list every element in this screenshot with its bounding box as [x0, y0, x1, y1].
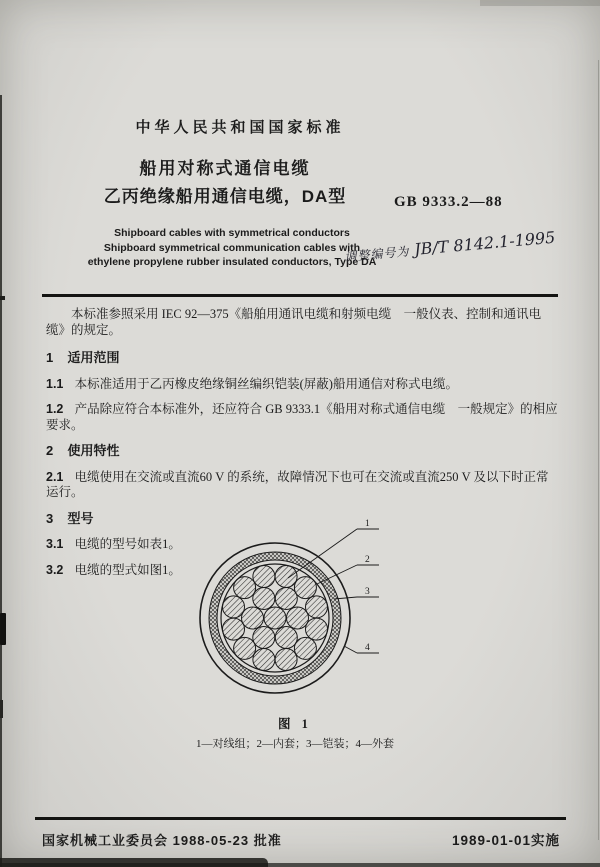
- cable-cross-section-figure: [195, 512, 395, 708]
- footer-divider-rule: [35, 817, 566, 820]
- clause-text: 本标准适用于乙丙橡皮绝缘铜丝编织铠装(屏蔽)船用通信对称式电缆。: [74, 376, 458, 391]
- national-standard-heading: 中华人民共和国国家标准: [135, 119, 345, 136]
- section-number: 2: [46, 443, 54, 459]
- implementation-date-text: 1989-01-01实施: [451, 833, 560, 848]
- clause-number: 1.1: [46, 376, 64, 391]
- section-heading-usage: [46, 443, 558, 459]
- scan-blob-artifact: [0, 613, 6, 645]
- clause-number: 2.1: [46, 469, 64, 484]
- section-title: 型号: [67, 510, 94, 526]
- title-line-2: 乙丙绝缘船用通信电缆，DA型: [103, 187, 347, 206]
- clause-number: 3.2: [46, 562, 64, 577]
- clause-text: 电缆使用在交流或直流60 V 的系统，故障情况下也可在交流或直流250 V 及以下时正常运行。: [46, 469, 549, 500]
- callout-4: 4: [365, 643, 370, 653]
- scan-edge-artifact: [598, 60, 599, 840]
- title-line-1: 船用对称式通信电缆: [139, 159, 311, 178]
- clause-number: 1.2: [46, 402, 64, 417]
- clause-number: 3.1: [46, 537, 64, 552]
- handwritten-prefix: 调整编号为: [343, 244, 410, 264]
- english-title-line-1: Shipboard cables with symmetrical conductors: [114, 227, 350, 239]
- document-title: [0, 155, 450, 211]
- scan-tick-artifact: [0, 296, 5, 300]
- section-title: 适用范围: [67, 350, 120, 366]
- header-divider-rule: [42, 294, 558, 297]
- figure-callout-numbers: [365, 519, 370, 653]
- clause-1-1: [46, 377, 558, 393]
- clause-text: 电缆的型式如图1。: [74, 562, 181, 577]
- english-title-line-3: ethylene propylene rubber insulated conductors, Type DA: [87, 256, 377, 268]
- handwritten-standard-code: JB/T 8142.1-1995: [413, 227, 557, 259]
- english-title-line-2: Shipboard symmetrical communication cables with: [103, 241, 361, 254]
- figure-legend: 1—对线组；2—内套；3—铠装；4—外套: [196, 738, 394, 750]
- section-title: 使用特性: [67, 443, 120, 459]
- callout-2: 2: [365, 555, 370, 565]
- figure-caption: 图 1: [278, 717, 312, 731]
- clause-2-1: [46, 470, 558, 501]
- standard-code: GB 9333.2—88: [394, 194, 503, 210]
- scan-corner-artifact: [480, 0, 600, 6]
- intro-paragraph: 本标准参照采用 IEC 92—375《船舶用通讯电缆和射频电缆 一般仪表、控制和通讯电缆》的规定。: [46, 307, 542, 337]
- section-heading-scope: [46, 350, 558, 366]
- callout-3: 3: [365, 587, 370, 597]
- scan-bottom-artifact: [0, 858, 268, 867]
- clause-text: 产品除应符合本标准外，还应符合 GB 9333.1《船用对称式通信电缆 一般规定》的相应要求。: [46, 402, 558, 432]
- section-number: 3: [46, 510, 54, 526]
- callout-1: 1: [365, 519, 370, 529]
- clause-1-2: [46, 402, 558, 433]
- clause-text: 电缆的型号如表1。: [74, 537, 181, 552]
- section-number: 1: [46, 350, 54, 366]
- approval-authority-text: 国家机械工业委员会 1988-05-23 批准: [42, 833, 282, 848]
- conductor-circles: [223, 566, 328, 671]
